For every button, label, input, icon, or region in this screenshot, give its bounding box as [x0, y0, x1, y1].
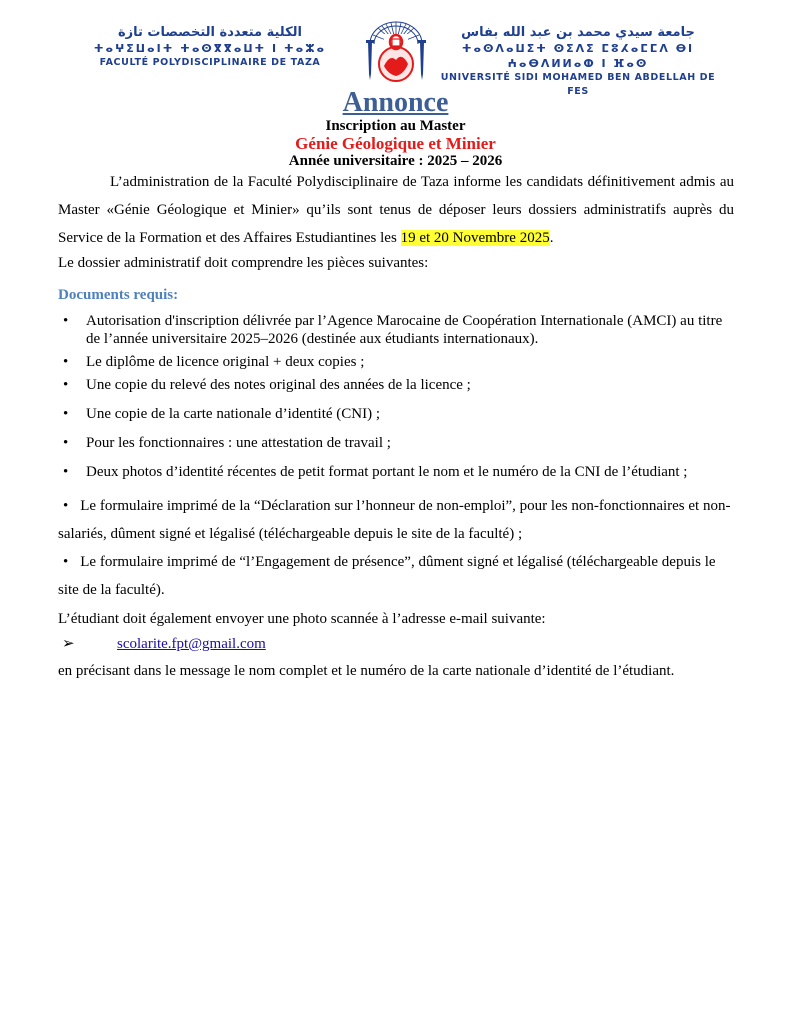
university-name-arabic: جامعة سيدي محمد بن عبد الله بفاس: [461, 25, 695, 40]
documents-list: [58, 312, 734, 604]
faculty-name-french: FACULTÉ POLYDISCIPLINAIRE DE TAZA: [99, 57, 321, 68]
document-text: Une copie de la carte nationale d’identité (CNI) ;: [86, 406, 381, 422]
bullet-icon: •: [63, 313, 69, 329]
list-item: [58, 353, 734, 371]
bullet-icon: •: [63, 554, 69, 570]
intro-text: L’administration de la Faculté Polydisciplinaire de Taza informe les candidats définitivement admis au Master «Génie Géologique et Minier» qu’ils sont tenus de déposer leurs dossiers administratifs auprès du Service de la Formation et des Affaires Estudiantines les: [58, 174, 734, 246]
list-item: [58, 548, 734, 604]
deposit-dates-highlight: 19 et 20 Novembre 2025: [400, 230, 550, 246]
email-instruction: L’étudiant doit également envoyer une photo scannée à l’adresse e-mail suivante:: [58, 611, 546, 627]
university-name-tifinagh: ⵜⴰⵙⴷⴰⵡⵉⵜ ⵙⵉⴷⵉ ⵎⵓⵃⴰⵎⵎⴷ ⴱⵏ ⵄⴰⴱⴷⵍⵍⴰⵀ ⵏ ⴼⴰⵙ: [461, 42, 695, 70]
dossier-intro: Le dossier administratif doit comprendre les pièces suivantes:: [58, 255, 429, 271]
bullet-icon: •: [63, 435, 69, 451]
document-text: Autorisation d'inscription délivrée par l’Agence Marocaine de Coopération Internationale (AMCI) au titre de l’année universitaire 2025–2026 (destinée aux étudiants internationaux).: [86, 313, 723, 347]
document-text: Une copie du relevé des notes original des années de la licence ;: [86, 377, 471, 393]
faculty-header: [70, 25, 350, 70]
bullet-icon: •: [63, 464, 69, 480]
university-crest-icon: [356, 14, 436, 86]
document-text: Le formulaire imprimé de la “Déclaration sur l’honneur de non-emploi”, pour les non-fonctionnaires et non-salariés, dûment signé et légalisé (téléchargeable depuis le site de la faculté) ;: [58, 498, 731, 542]
bullet-icon: •: [63, 498, 69, 514]
list-item: [58, 376, 734, 394]
intro-paragraph: [58, 168, 734, 252]
list-item: [58, 463, 734, 481]
intro-end: .: [549, 230, 554, 246]
arrow-bullet-icon: ➢: [62, 636, 75, 652]
bullet-icon: •: [63, 377, 69, 393]
list-item: [58, 405, 734, 423]
faculty-name-tifinagh: ⵜⴰⵖⵉⵡⴰⵏⵜ ⵜⴰⵙⴳⴳⴰⵡⵜ ⵏ ⵜⴰⵣⴰ: [93, 42, 327, 55]
university-name-french: UNIVERSITÉ SIDI MOHAMED BEN ABDELLAH DE FES: [440, 72, 716, 97]
email-row: [58, 632, 734, 656]
closing-text: en précisant dans le message le nom complet et le numéro de la carte nationale d’identité de l’étudiant.: [58, 663, 675, 679]
bullet-icon: •: [63, 406, 69, 422]
list-item: [58, 434, 734, 452]
title-block: [0, 88, 791, 170]
document-text: Le formulaire imprimé de “l’Engagement de présence”, dûment signé et légalisé (téléchargeable depuis le site de la faculté).: [58, 554, 716, 598]
announcement-subtitle: Inscription au Master: [325, 118, 466, 134]
faculty-name-arabic: الكلية متعددة التخصصات تازة: [117, 25, 303, 40]
announcement-body: [58, 168, 734, 682]
document-text: Deux photos d’identité récentes de petit format portant le nom et le numéro de la CNI de l’étudiant ;: [86, 464, 688, 480]
bullet-icon: •: [63, 354, 69, 370]
list-item: [58, 492, 734, 548]
documents-heading: Documents requis:: [58, 287, 179, 303]
page-title: Annonce: [342, 87, 449, 118]
email-link[interactable]: scolarite.fpt@gmail.com: [117, 636, 266, 652]
list-item: [58, 312, 734, 348]
academic-year: Année universitaire : 2025 – 2026: [288, 153, 503, 169]
document-text: Pour les fonctionnaires : une attestation de travail ;: [86, 435, 391, 451]
program-name: Génie Géologique et Minier: [295, 134, 496, 153]
document-text: Le diplôme de licence original + deux copies ;: [86, 354, 365, 370]
